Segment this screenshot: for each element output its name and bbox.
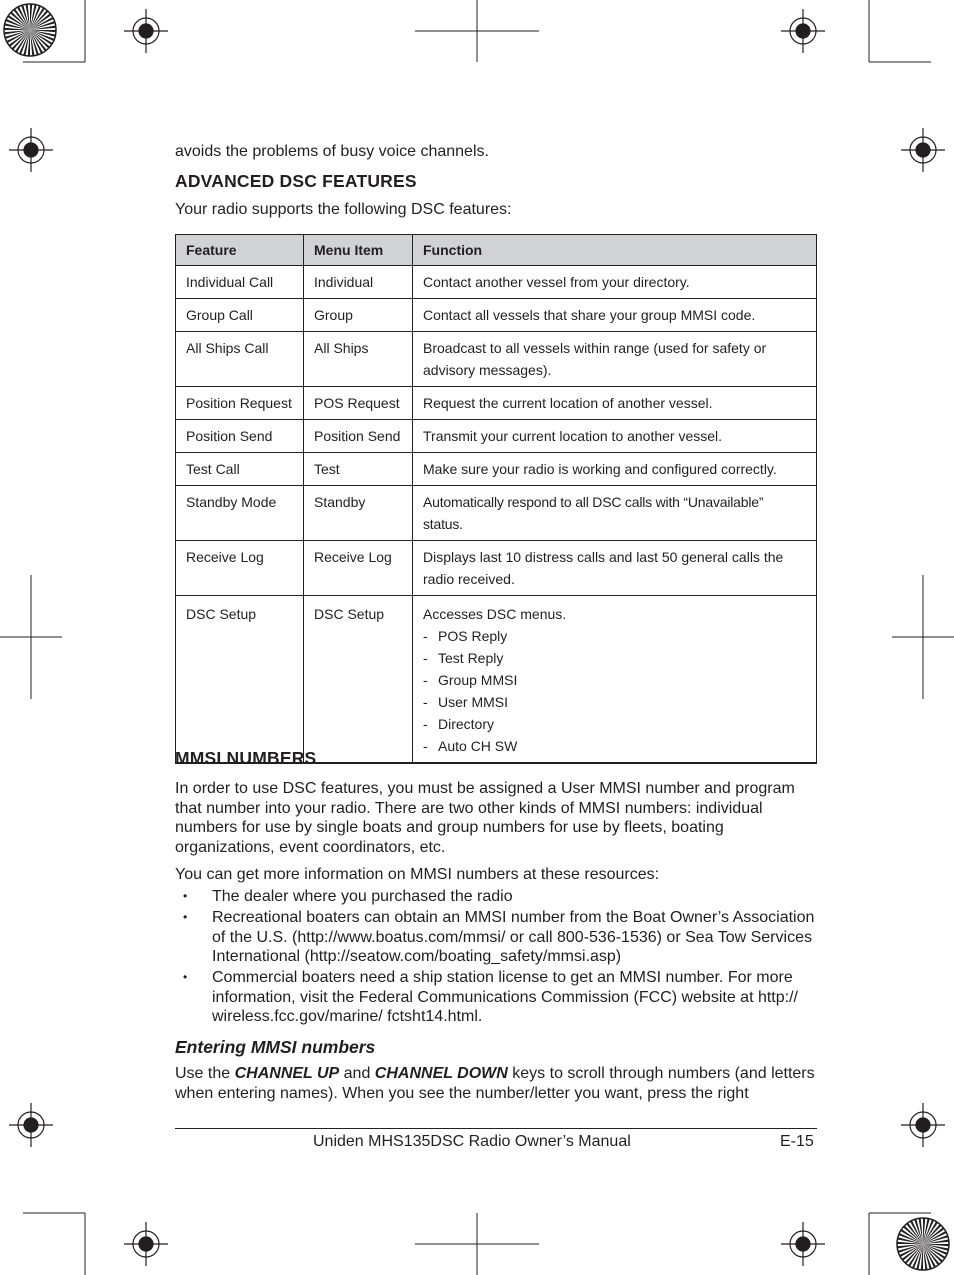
table-row [176,332,817,387]
function-cell: Automatically respond to all DSC calls with “Unavailable” status. [413,486,817,541]
function-cell: Transmit your current location to another vessel. [413,420,817,453]
function-cell: Request the current location of another vessel. [413,387,817,420]
feature-cell: Individual Call [176,266,304,299]
function-cell: Displays last 10 distress calls and last 50 general calls the radio received. [413,541,817,596]
dash: - [423,650,428,666]
registration-mark-icon [124,9,168,53]
submenu-label: Group MMSI [438,672,518,688]
list-item [175,887,817,907]
feature-cell: All Ships Call [176,332,304,387]
column-header-menu-item: Menu Item [304,235,413,266]
list-item [175,968,817,1027]
submenu-label: User MMSI [438,694,508,710]
bullet: • [183,970,188,984]
list-item [175,908,817,967]
menu-item-cell: Individual [304,266,413,299]
table-row [176,266,817,299]
registration-mark-icon [781,1222,825,1266]
feature-cell: Position Request [176,387,304,420]
star-target-icon [4,4,56,56]
menu-item-cell: All Ships [304,332,413,387]
feature-cell: Test Call [176,453,304,486]
submenu-label: Directory [438,716,495,732]
table-row [176,420,817,453]
registration-mark-icon [901,1103,945,1147]
bullet-text: Commercial boaters need a ship station license to get an MMSI number. For more information, visit the Federal Communications Commission (FCC) website at http:// wireless.fcc.gov/marine/ fctsht14.html. [212,969,798,1025]
feature-cell: DSC Setup [176,596,304,764]
feature-cell: Group Call [176,299,304,332]
dash: - [423,738,428,754]
entering-mmsi-paragraph [175,1064,817,1103]
footer-rule [175,1128,817,1129]
text-segment: Use the [175,1065,235,1082]
menu-item-cell: Standby [304,486,413,541]
dash: - [423,716,428,732]
table-row [176,299,817,332]
list-item [423,735,806,757]
menu-item-cell: Test [304,453,413,486]
function-text: Accesses DSC menus. [423,606,567,622]
intro-text: avoids the problems of busy voice channels. [175,143,489,160]
list-item [423,691,806,713]
key-channel-up: CHANNEL UP [234,1065,340,1082]
menu-item-cell: Receive Log [304,541,413,596]
function-cell: Contact another vessel from your directory. [413,266,817,299]
submenu-label: Test Reply [438,650,504,666]
registration-mark-icon [9,1103,53,1147]
function-cell [413,596,817,764]
dash: - [423,694,428,710]
list-item [423,625,806,647]
menu-item-cell: DSC Setup [304,596,413,764]
menu-item-cell: POS Request [304,387,413,420]
bullet-text: The dealer where you purchased the radio [212,888,513,905]
table-row [176,486,817,541]
feature-cell: Standby Mode [176,486,304,541]
dash: - [423,672,428,688]
resources-list [175,887,817,1028]
bullet-text: Recreational boaters can obtain an MMSI number from the Boat Owner’s Association of the U.S. (http://www.boatus.com/mmsi/ or call 800-536-1536) or Sea Tow Services International (http://seatow.com/boating_safety/mmsi.asp) [212,909,815,965]
section-lead: Your radio supports the following DSC features: [175,201,512,218]
table-header-row [176,235,817,266]
function-cell: Broadcast to all vessels within range (used for safety or advisory messages). [413,332,817,387]
bullet: • [183,889,188,903]
feature-cell: Position Send [176,420,304,453]
list-item [423,713,806,735]
list-item [423,669,806,691]
key-channel-down: CHANNEL DOWN [374,1065,508,1082]
registration-mark-icon [124,1222,168,1266]
column-header-feature: Feature [176,235,304,266]
registration-mark-icon [781,9,825,53]
footer-title: Uniden MHS135DSC Radio Owner’s Manual [313,1133,631,1150]
page-number: E-15 [780,1133,814,1150]
bullet: • [183,910,188,924]
mmsi-paragraph-2: You can get more information on MMSI numbers at these resources: [175,866,660,883]
star-target-icon [897,1218,949,1270]
table-row [176,541,817,596]
table-row [176,387,817,420]
text-segment: and [339,1065,375,1082]
function-cell: Make sure your radio is working and configured correctly. [413,453,817,486]
section-heading-advanced-dsc: ADVANCED DSC FEATURES [175,171,417,191]
section-heading-mmsi-numbers: MMSI NUMBERS [175,748,317,768]
registration-mark-icon [901,128,945,172]
section-heading-entering-mmsi: Entering MMSI numbers [175,1037,376,1057]
list-item [423,647,806,669]
table-row [176,596,817,764]
menu-item-cell: Group [304,299,413,332]
mmsi-paragraph-1: In order to use DSC features, you must be assigned a User MMSI number and program that number into your radio. There are two other kinds of MMSI numbers: individual numbers for use by single boats and group numbers for use by fleets, boating organizations, event coordinators, etc. [175,780,795,856]
feature-cell: Receive Log [176,541,304,596]
column-header-function: Function [413,235,817,266]
submenu-label: POS Reply [438,628,508,644]
registration-mark-icon [9,128,53,172]
text-segment: keys to scroll through numbers (and letters when entering names). When you see the number/letter you want, press the right [175,1065,815,1102]
submenu-label: Auto CH SW [438,738,518,754]
table-row [176,453,817,486]
function-cell: Contact all vessels that share your group MMSI code. [413,299,817,332]
dsc-submenu-list [423,625,806,757]
dsc-features-table [175,234,817,764]
menu-item-cell: Position Send [304,420,413,453]
dash: - [423,628,428,644]
